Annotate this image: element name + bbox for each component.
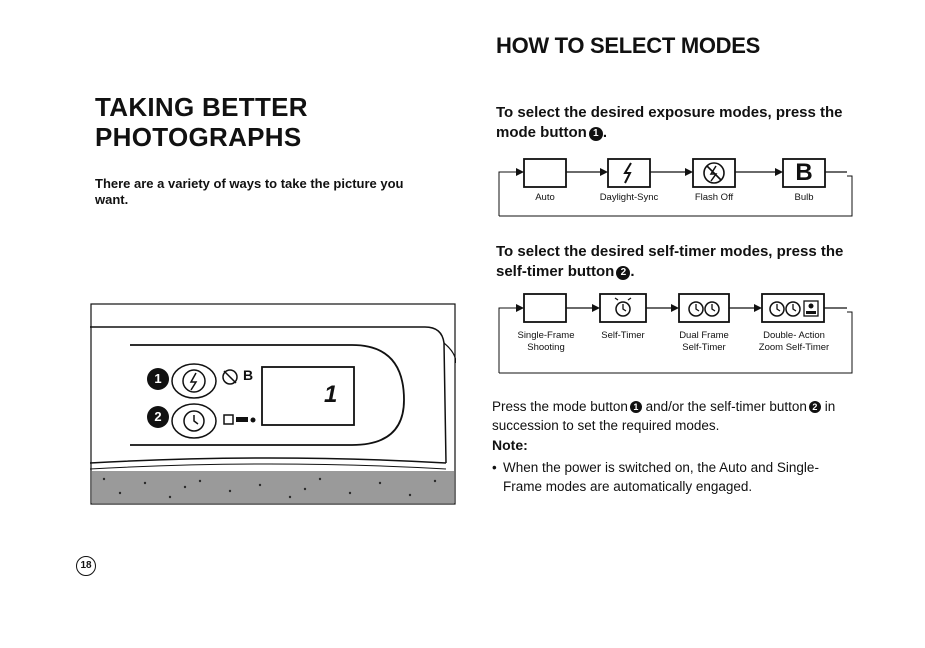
- note-heading: Note:: [492, 437, 528, 453]
- mode-label-flash-off: Flash Off: [694, 192, 734, 203]
- body-text: [492, 397, 872, 435]
- section-title: HOW TO SELECT MODES: [496, 33, 761, 58]
- timer-instruction-text: To select the desired self-timer modes, press the self-timer button: [496, 243, 844, 280]
- page-title: [95, 92, 308, 152]
- title-line-1: TAKING BETTER: [95, 92, 308, 122]
- exposure-instruction: To select the desired exposure modes, press the mode button 1 .: [496, 104, 843, 141]
- camera-illustration: [90, 303, 456, 505]
- callout-1: 1: [154, 371, 162, 386]
- dual-frame-line2: Self-Timer: [682, 342, 726, 353]
- note-item: [492, 458, 842, 496]
- intro-text: There are a variety of ways to take the picture you want.: [95, 176, 404, 207]
- note-bullet-text: When the power is switched on, the Auto and Single-Frame modes are automatically engaged.: [503, 460, 819, 494]
- double-action-line1: Double- Action: [763, 330, 825, 341]
- page-number: 18: [76, 556, 96, 576]
- dual-frame-line1: Dual Frame: [679, 330, 729, 341]
- b-label: B: [243, 367, 254, 383]
- mode-label-double-action: [754, 330, 834, 354]
- callout-2: 2: [154, 409, 162, 424]
- body-text-part-2: and/or the self-timer button: [641, 399, 807, 414]
- mode-label-single-frame: [506, 330, 586, 354]
- b-icon: B: [795, 159, 813, 186]
- single-frame-line1: Single-Frame: [517, 330, 575, 341]
- mode-label-daylight-sync: Daylight-Sync: [599, 192, 659, 203]
- mode-label-self-timer: [588, 330, 658, 342]
- lcd-display: 1: [324, 381, 338, 408]
- mode-label-auto: Auto: [535, 192, 555, 203]
- double-action-line2: Zoom Self-Timer: [758, 342, 830, 353]
- body-text-part-1: Press the mode button: [492, 399, 628, 414]
- title-line-2: PHOTOGRAPHS: [95, 122, 302, 152]
- self-timer-line1: Self-Timer: [601, 330, 645, 341]
- self-timer-mode-diagram: [496, 290, 856, 376]
- mode-label-bulb: Bulb: [794, 192, 814, 203]
- timer-instruction: To select the desired self-timer modes, press the self-timer button 2 .: [496, 243, 844, 280]
- exposure-mode-diagram: [496, 150, 856, 220]
- body-mode-badge: 1: [630, 401, 642, 413]
- timer-button-badge: 2: [616, 266, 630, 280]
- bullet-icon: •: [492, 460, 497, 475]
- single-frame-line2: Shooting: [527, 342, 565, 353]
- body-text-part-3: in succession to set the required modes.: [492, 399, 836, 433]
- exposure-instruction-text: To select the desired exposure modes, press the mode button: [496, 104, 843, 141]
- mode-button-badge: 1: [589, 127, 603, 141]
- body-timer-badge: 2: [809, 401, 821, 413]
- mode-label-dual-frame: [669, 330, 739, 354]
